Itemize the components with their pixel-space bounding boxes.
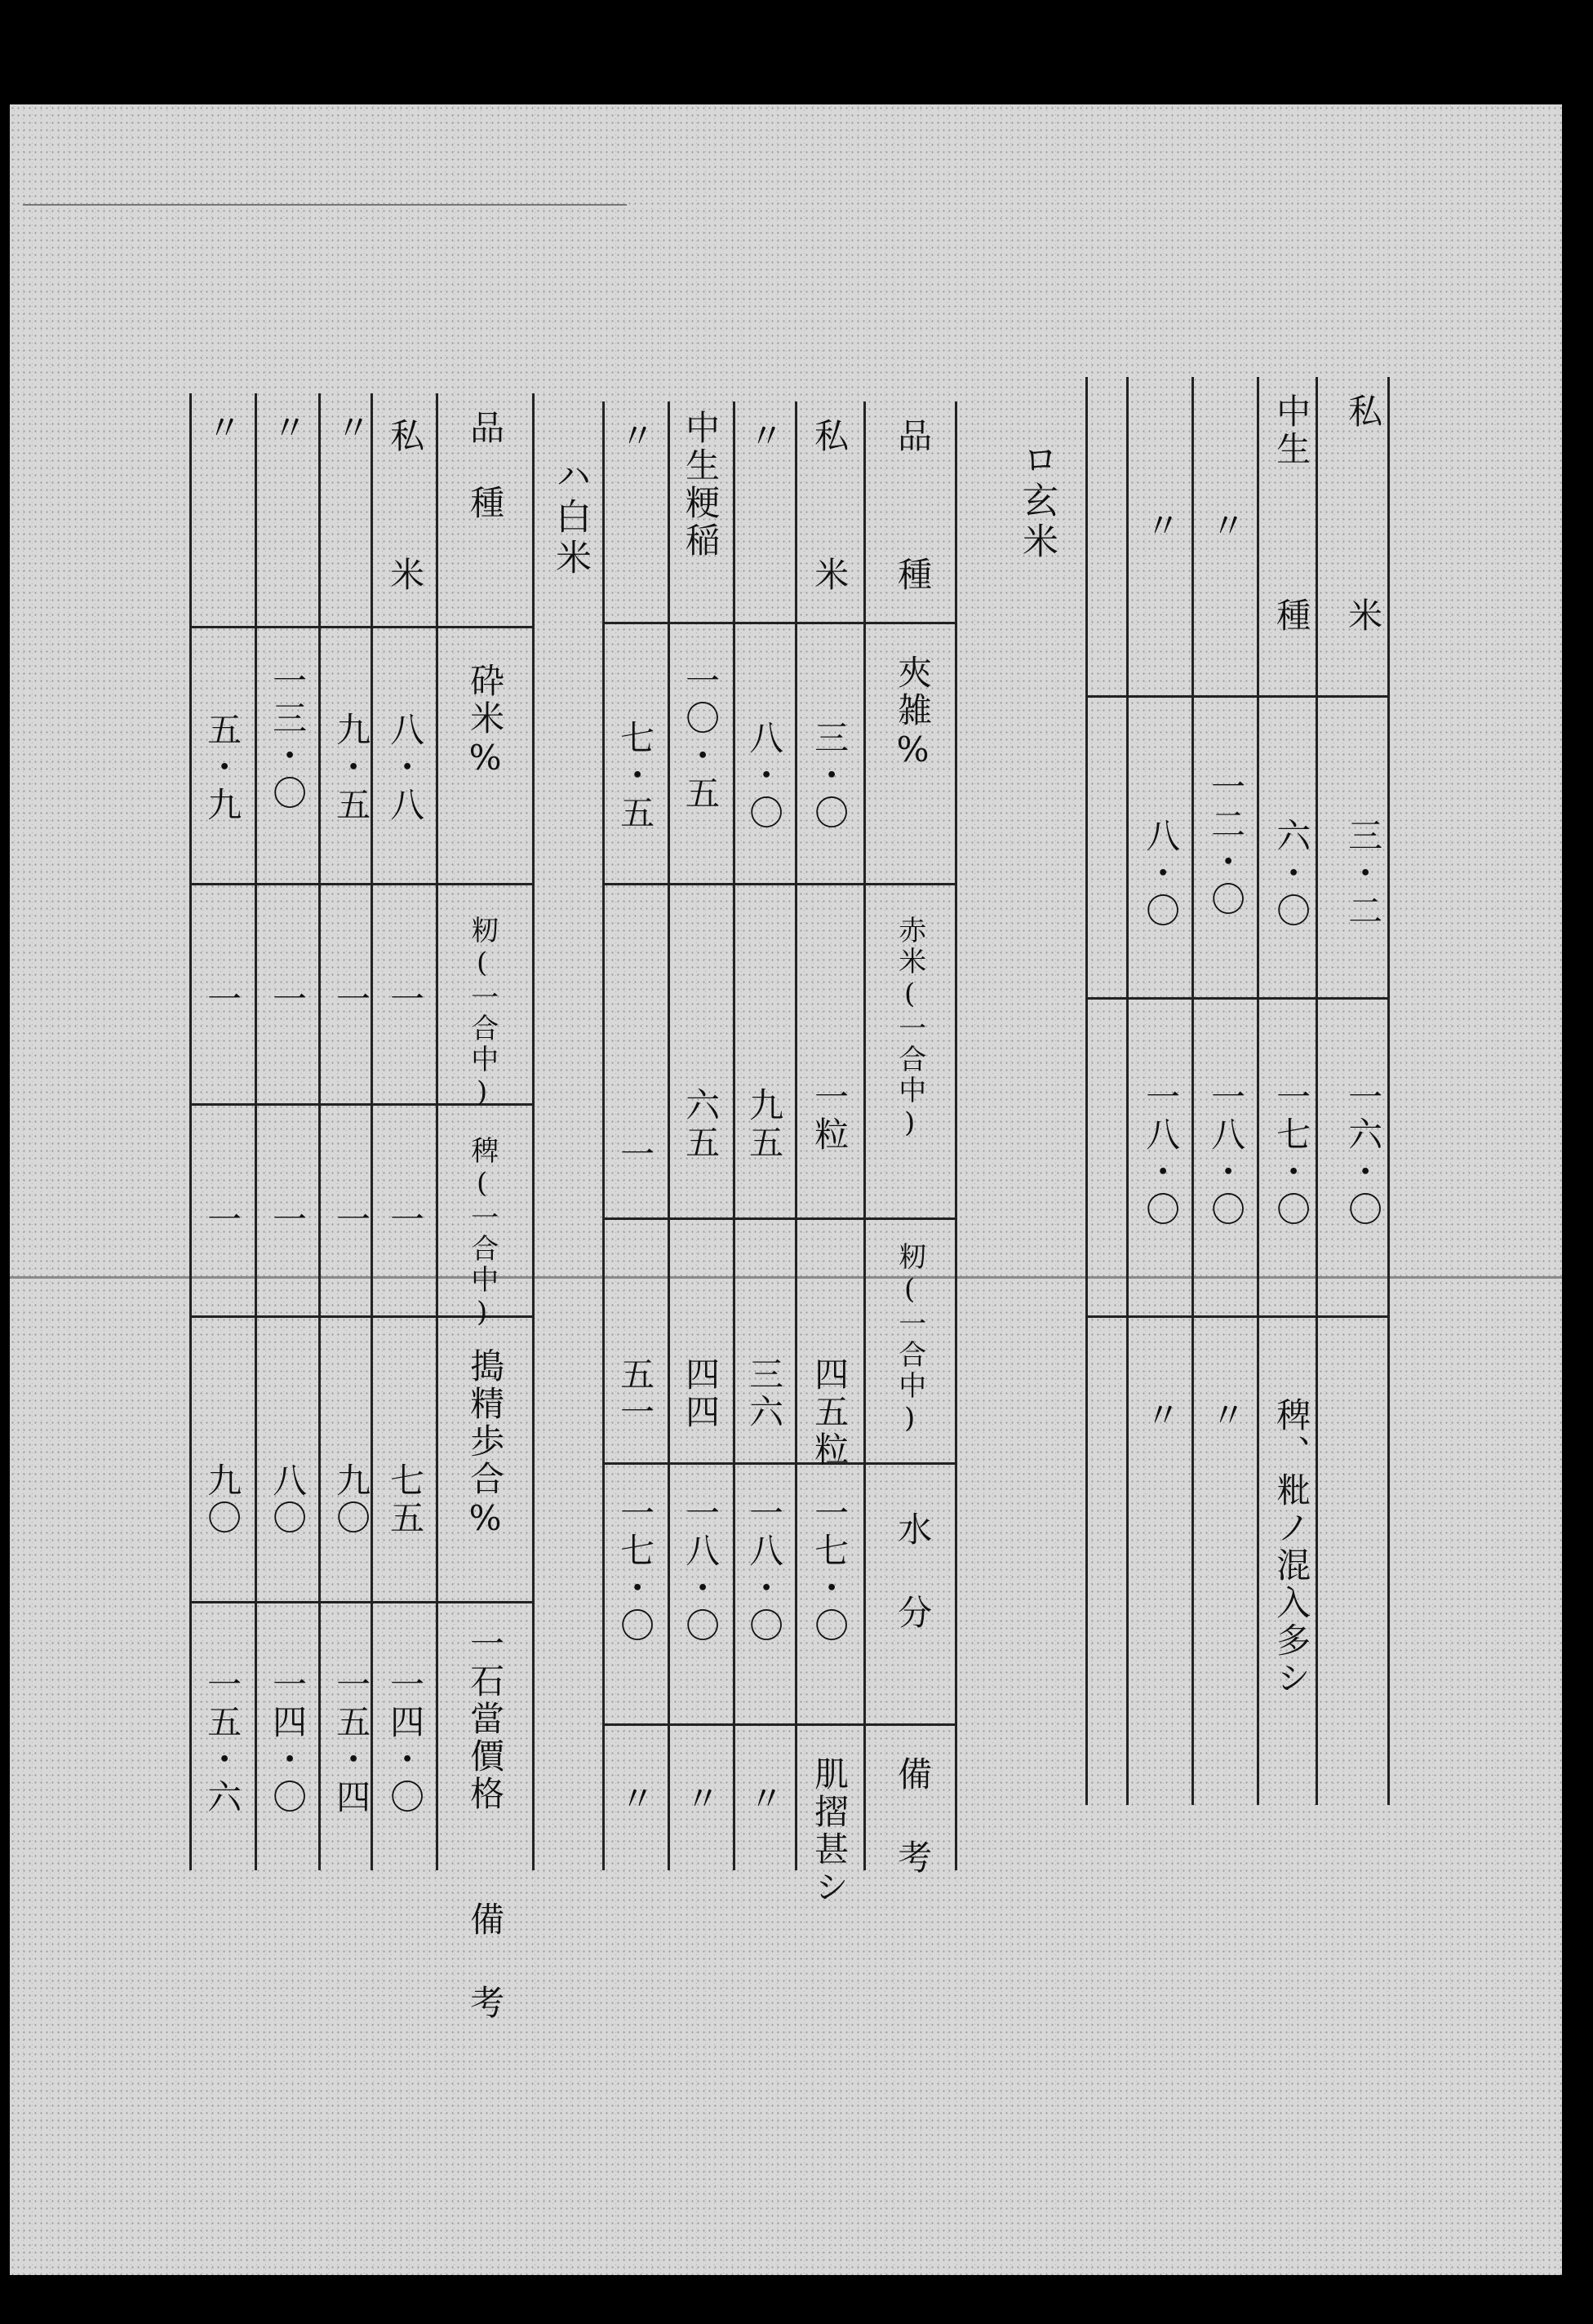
row-b2-kakaku: 一五・四 [331,1666,372,1816]
row-a2-suibun: 一八・〇 [744,1495,785,1645]
header-suibun: 水分 [893,1511,934,1678]
row-b1-momi: 一 [385,981,426,1018]
row-a3-kind: 中生粳稲 [681,410,721,560]
header-touseibuai: 搗精歩合% [465,1348,506,1541]
header-b-hinshu: 品種 [465,410,506,560]
row-b4-kakaku: 一五・六 [202,1666,243,1816]
row-b4-saimai: 五・九 [202,712,243,824]
row-c3-v2: 一八・〇 [1206,1079,1247,1229]
row-c1-kind: 私 [1343,393,1384,431]
header-kome: 米 [810,557,850,594]
row-c2-note: 稗、粃ノ混入多シ [1271,1397,1312,1697]
row-b2-touseibuai: 九〇 [331,1462,372,1537]
row-a1-kind: 私 [810,418,850,455]
row-a1-momi: 四五粒 [810,1356,850,1469]
row-a1-akamai: 一粒 [810,1079,850,1154]
row-a3-momi: 四四 [681,1356,721,1431]
header-saimai: 砕米% [465,663,506,781]
row-a4-akamai: 一 [615,1136,656,1173]
row-c2-v1: 六・〇 [1271,818,1312,930]
row-b2-momi: 一 [331,981,372,1018]
row-a4-suibun: 一七・〇 [615,1495,656,1645]
header-biko-b: 備考 [465,1901,506,2068]
row-a1-note: 肌摺甚シ [810,1756,850,1906]
row-c3-v1: 一二・〇 [1206,769,1247,919]
header-b-kome: 米 [385,557,426,594]
row-c4-v2: 一八・〇 [1141,1079,1182,1229]
row-a4-momi: 五一 [615,1356,656,1431]
section-a-title: ロ玄米 [1016,441,1058,563]
row-b2-kind: 〃 [331,410,372,447]
header-momi: 籾(一合中) [893,1242,926,1438]
row-b4-momi: 一 [202,981,243,1018]
row-a4-kyozatsu: 七・五 [615,720,656,832]
row-a1-kyozatsu: 三・〇 [810,720,850,832]
row-b1-kakaku: 一四・〇 [385,1666,426,1816]
row-a1-suibun: 一七・〇 [810,1495,850,1645]
row-a4-note: 〃 [615,1781,656,1818]
row-b3-touseibuai: 八〇 [268,1462,308,1537]
section-b-title: ハ白米 [549,457,591,579]
row-b3-kind: 〃 [268,410,308,447]
document-page [10,104,1562,2275]
row-c1-variety: 米 [1343,597,1384,635]
row-b1-touseibuai: 七五 [385,1462,426,1537]
fold-line [10,1276,1562,1279]
header-hinshu-2: 種 [893,557,934,594]
row-b3-saimai: 一三・〇 [268,663,308,813]
row-b3-kakaku: 一四・〇 [268,1666,308,1816]
header-kyozatsu: 夾雑% [893,654,934,773]
row-c4-kind: 〃 [1141,508,1182,545]
row-a2-kyozatsu: 八・〇 [744,720,785,832]
row-a3-suibun: 一八・〇 [681,1495,721,1645]
row-a2-note: 〃 [744,1781,785,1818]
row-a3-akamai: 六五 [681,1087,721,1162]
header-akamai: 赤米(一合中) [893,916,926,1142]
header-biko-a: 備考 [893,1756,934,1923]
row-c3-kind: 〃 [1206,508,1247,545]
row-b2-saimai: 九・五 [331,712,372,824]
row-c3-note: 〃 [1206,1397,1247,1435]
row-b3-hie: 一 [268,1201,308,1239]
row-a2-kind: 〃 [744,418,785,455]
row-b2-hie: 一 [331,1201,372,1239]
header-b-momi: 籾(一合中) [465,916,499,1111]
row-a3-kyozatsu: 一〇・五 [681,663,721,813]
row-a2-momi: 三六 [744,1356,785,1431]
row-b1-saimai: 八・八 [385,712,426,824]
row-c2-v2: 一七・〇 [1271,1079,1312,1229]
row-c2-kind: 中生 [1271,393,1312,468]
row-b4-kind: 〃 [202,410,243,447]
header-hinshu-1: 品 [893,418,934,455]
row-b4-hie: 一 [202,1201,243,1239]
row-a3-note: 〃 [681,1781,721,1818]
row-b1-kind: 私 [385,418,426,455]
row-b4-touseibuai: 九〇 [202,1462,243,1537]
row-c4-note: 〃 [1141,1397,1182,1435]
header-hie: 稗(一合中) [465,1136,499,1332]
row-c1-v2: 一六・〇 [1343,1079,1384,1229]
row-b1-hie: 一 [385,1201,426,1239]
row-c4-v1: 八・〇 [1141,818,1182,930]
row-a2-akamai: 九五 [744,1087,785,1162]
top-rule [23,204,627,206]
row-c2-variety: 種 [1271,597,1312,635]
row-a4-kind: 〃 [615,418,656,455]
row-b3-momi: 一 [268,981,308,1018]
row-c1-v1: 三・二 [1343,818,1384,930]
header-kakaku: 一石當價格 [465,1625,506,1813]
